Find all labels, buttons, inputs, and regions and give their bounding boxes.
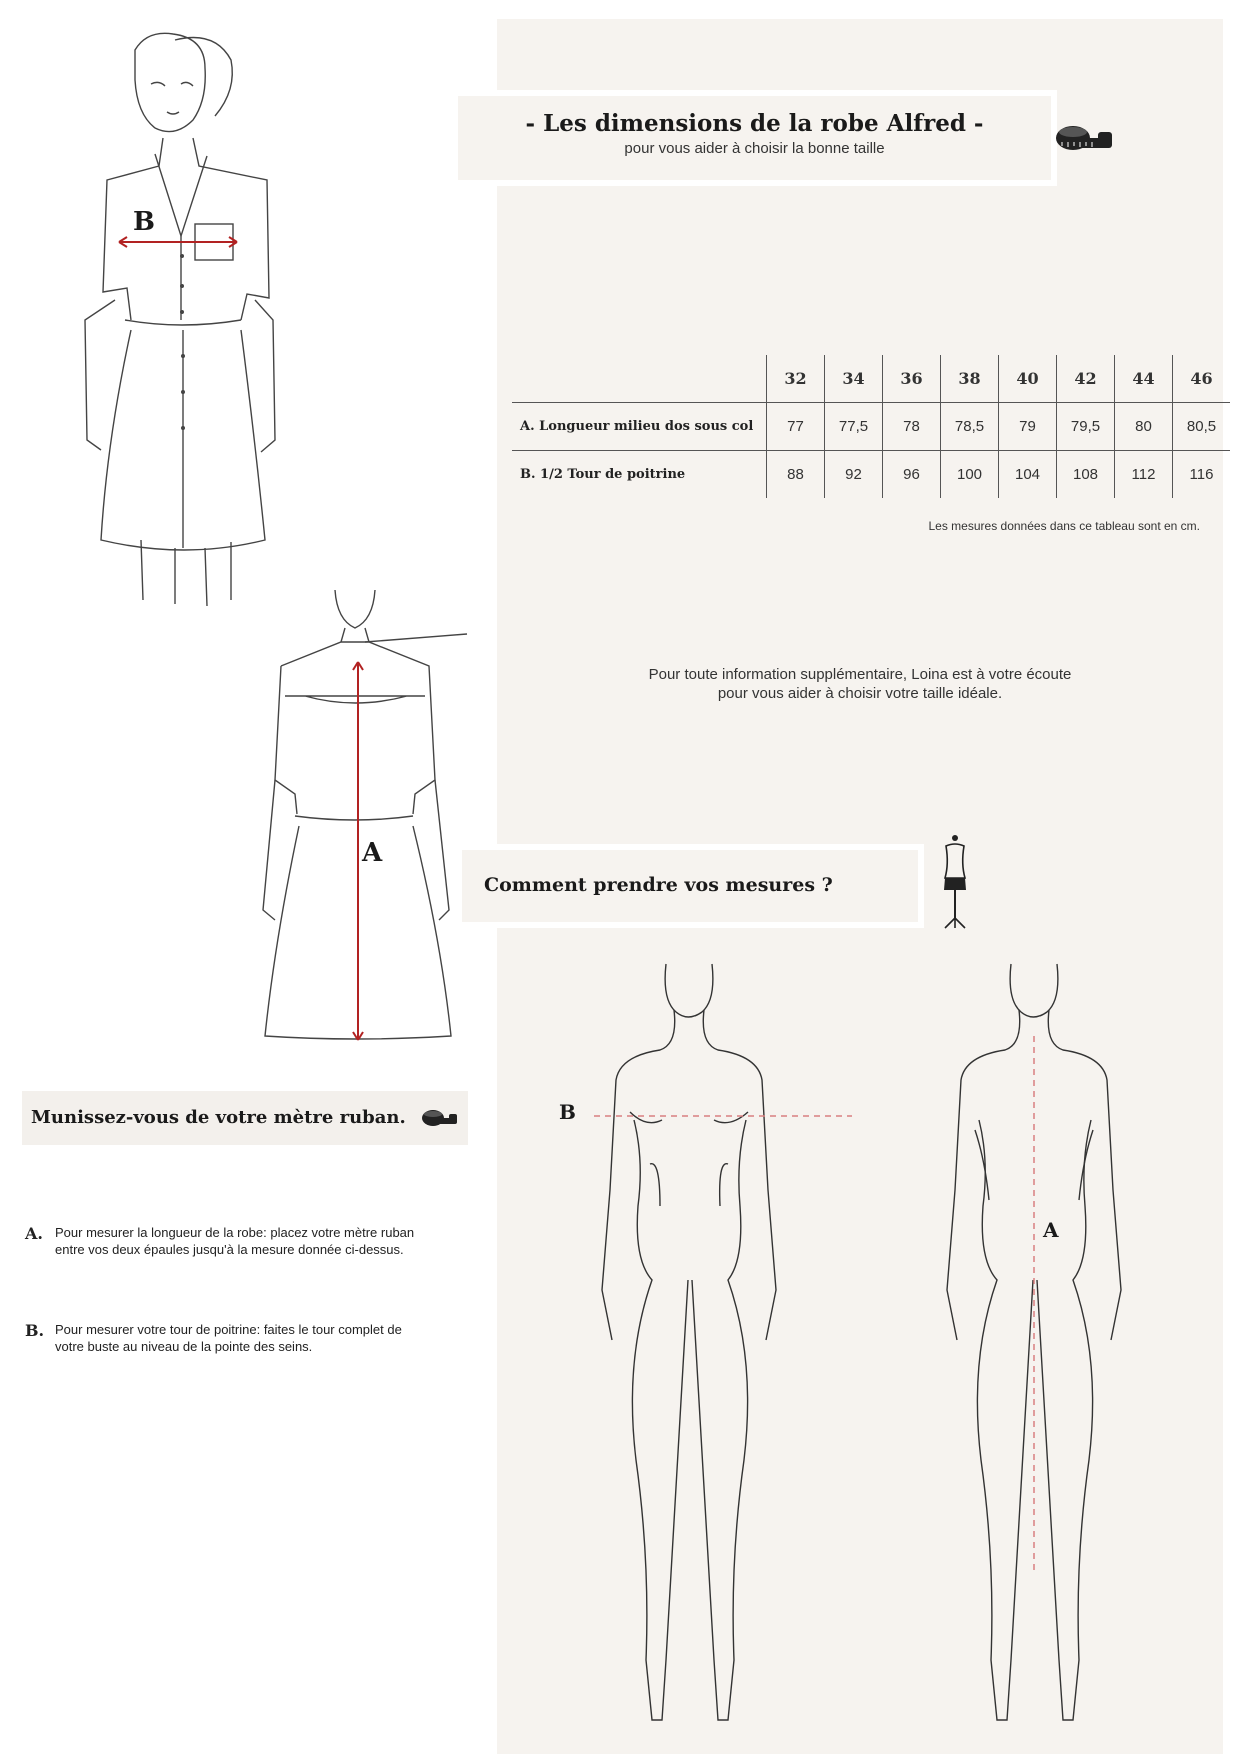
table-cell: 77 (767, 403, 825, 451)
instruction-text: Pour mesurer votre tour de poitrine: faites le tour complet de votre buste au niveau de la pointe des seins. (55, 1322, 402, 1354)
table-cell: 116 (1173, 451, 1231, 499)
label-a-figure: A (1043, 1218, 1059, 1242)
info-text (560, 665, 1160, 703)
table-cell: 100 (941, 451, 999, 499)
table-cell: 88 (767, 451, 825, 499)
table-cell: 80,5 (1173, 403, 1231, 451)
ruban-box (22, 1091, 468, 1145)
instruction-letter: A. (25, 1224, 43, 1243)
size-table (512, 355, 1230, 498)
title-box (458, 96, 1051, 180)
row-label: B. 1/2 Tour de poitrine (520, 467, 686, 482)
size-header: 32 (767, 355, 825, 403)
dress-front-sketch (55, 20, 285, 610)
instruction-b (25, 1321, 445, 1355)
tape-measure-icon (1054, 118, 1116, 158)
label-b-figure: B (559, 1100, 576, 1124)
instruction-text: Pour mesurer la longueur de la robe: placez votre mètre ruban entre vos deux épaules jusqu'à la mesure donnée ci-dessus. (55, 1225, 415, 1257)
table-cell: 108 (1057, 451, 1115, 499)
size-header: 38 (941, 355, 999, 403)
table-cell: 104 (999, 451, 1057, 499)
table-cell: 79 (999, 403, 1057, 451)
info-line-2: pour vous aider à choisir votre taille idéale. (717, 685, 1003, 702)
page-title: - Les dimensions de la robe Alfred - (525, 110, 984, 137)
row-label: A. Longueur milieu dos sous col (512, 403, 767, 451)
table-cell: 112 (1115, 451, 1173, 499)
size-header-row (512, 355, 1230, 403)
table-row (512, 403, 1230, 451)
bust-dashed-line (594, 1110, 854, 1122)
size-header: 36 (883, 355, 941, 403)
size-header: 40 (999, 355, 1057, 403)
tape-measure-icon-small (421, 1105, 459, 1131)
table-cell: 77,5 (825, 403, 883, 451)
label-b-front: B (133, 207, 155, 237)
page-subtitle: pour vous aider à choisir la bonne taille (624, 140, 885, 157)
instruction-a (25, 1224, 445, 1258)
table-cell: 79,5 (1057, 403, 1115, 451)
size-header: 44 (1115, 355, 1173, 403)
body-back-figure (935, 960, 1135, 1740)
label-a-back: A (362, 838, 383, 868)
instruction-letter: B. (25, 1321, 45, 1340)
body-front-figure (590, 960, 790, 1740)
howto-title: Comment prendre vos mesures ? (484, 874, 833, 896)
table-cell: 78,5 (941, 403, 999, 451)
table-cell: 78 (883, 403, 941, 451)
howto-box (462, 850, 918, 922)
mannequin-icon (935, 834, 975, 930)
table-cell: 96 (883, 451, 941, 499)
table-cell: 92 (825, 451, 883, 499)
dress-back-sketch (245, 580, 475, 1050)
table-row (512, 451, 1230, 499)
size-header: 42 (1057, 355, 1115, 403)
table-cell: 80 (1115, 403, 1173, 451)
size-header: 46 (1173, 355, 1231, 403)
table-note: Les mesures données dans ce tableau sont en cm. (928, 519, 1200, 533)
ruban-title: Munissez-vous de votre mètre ruban. (31, 1107, 406, 1128)
size-header: 34 (825, 355, 883, 403)
info-line-1: Pour toute information supplémentaire, Loina est à votre écoute (648, 666, 1072, 683)
